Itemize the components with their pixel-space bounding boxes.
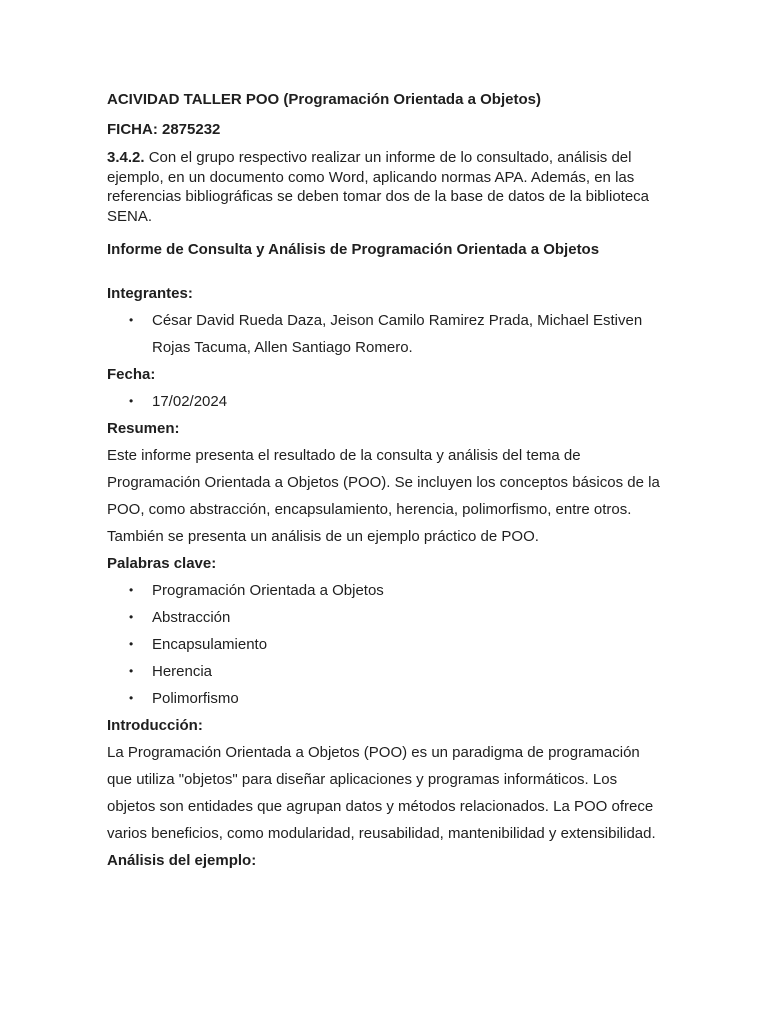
ficha-number: FICHA: 2875232 [107, 121, 221, 138]
keyword: Abstracción [152, 609, 231, 626]
analisis-label: Análisis del ejemplo: [107, 852, 257, 869]
bullet-icon: • [129, 394, 134, 408]
list-item [107, 577, 667, 604]
bullet-icon: • [129, 583, 134, 597]
bullet-icon: • [129, 610, 134, 624]
keyword: Programación Orientada a Objetos [152, 582, 384, 599]
resumen-label: Resumen: [107, 420, 180, 437]
instruction-number: 3.4.2. [107, 149, 145, 166]
integrantes-label: Integrantes: [107, 285, 193, 302]
introduccion-label: Introducción: [107, 717, 203, 734]
bullet-icon: • [129, 313, 134, 327]
palabras-clave-label: Palabras clave: [107, 555, 217, 572]
keyword: Polimorfismo [152, 690, 239, 707]
document-heading: ACIVIDAD TALLER POO (Programación Orientada a Objetos) [107, 91, 541, 108]
bullet-icon: • [129, 664, 134, 678]
instruction-paragraph [107, 148, 667, 226]
resumen-text: Este informe presenta el resultado de la consulta y análisis del tema de Programación Orientada a Objetos (POO). Se incluyen los conceptos básicos de la POO, como abstracción, encapsulamiento, herencia, polimorfismo, entre otros. También se presenta un análisis de un ejemplo práctico de POO. [107, 447, 660, 545]
fecha-label: Fecha: [107, 366, 156, 383]
list-item [107, 631, 667, 658]
list-item [107, 604, 667, 631]
document-page [107, 90, 667, 874]
list-item [107, 658, 667, 685]
instruction-text: Con el grupo respectivo realizar un informe de lo consultado, análisis del ejemplo, en un documento como Word, aplicando normas APA. Además, en las referencias bibliográficas se deben tomar dos de la base de datos de la biblioteca SENA. [107, 149, 650, 225]
bullet-icon: • [129, 691, 134, 705]
list-item [107, 307, 667, 361]
list-item [107, 388, 667, 415]
keyword: Herencia [152, 663, 213, 680]
report-title: Informe de Consulta y Análisis de Programación Orientada a Objetos [107, 241, 600, 258]
integrantes-list [107, 307, 667, 361]
fecha-list [107, 388, 667, 415]
keyword: Encapsulamiento [152, 636, 268, 653]
bullet-icon: • [129, 637, 134, 651]
introduccion-text: La Programación Orientada a Objetos (POO) es un paradigma de programación que utiliza "objetos" para diseñar aplicaciones y programas informáticos. Los objetos son entidades que agrupan datos y métodos relacionados. La POO ofrece varios beneficios, como modularidad, reusabilidad, mantenibilidad y extensibilidad. [107, 744, 656, 842]
list-item [107, 685, 667, 712]
fecha-value: 17/02/2024 [152, 393, 228, 410]
integrantes-names: César David Rueda Daza, Jeison Camilo Ramirez Prada, Michael Estiven Rojas Tacuma, Allen Santiago Romero. [152, 312, 643, 356]
palabras-clave-list [107, 577, 667, 712]
